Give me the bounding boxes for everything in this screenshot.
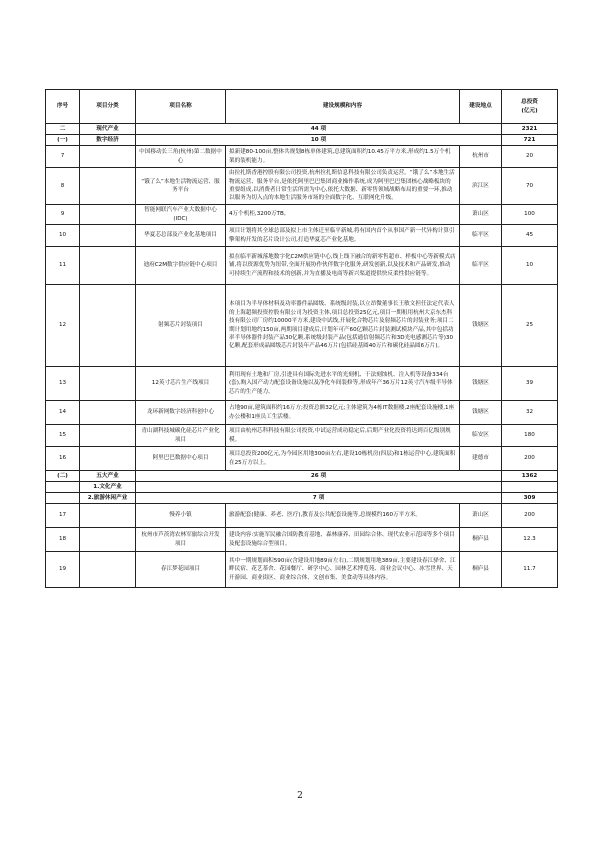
table-row [46,247,558,285]
row-category [80,447,136,471]
empty-cell [46,493,80,504]
table-row [46,168,558,205]
row-location: 桐庐县 [460,528,502,552]
row-content: 利用现有土地和厂房,引进具有国际先进水平的光刻机、干法刻蚀机、注入机等设备334台(套),购入国产动力配套设备设施以及净化车间装修等,形成年产36万片12英寸汽车级半导体芯片的生产能力。 [226,367,460,401]
row-invest: 70 [502,168,558,205]
row-category [80,168,136,205]
row-content: 项目由杭州芯科科技有限公司投资,中试运营成功稳定后,后期产业化投资将达到百亿级别规模。 [226,425,460,447]
row-category [80,247,136,285]
row-category [80,146,136,168]
row-seq: 8 [46,168,80,205]
section-invest: 2321 [502,124,558,135]
row-content: 本项目为半导体材料及功率器件晶圆级、系统级封装,以立昂微董事长王敏文担任法定代表人的上海超频投资控股有限公司为投资主体,项目总投资25亿元,项目一期租用杭州大京东杰科技有限公司厂房约10000平方米,建设中试线,开展化合物芯片及射频芯片的封装业务;项目二期计划用地约150亩,两期项目建成后,计划年可产60亿颗芯片封装测试模块产品,其中包括功率半导体器件封装产品30亿颗,系统级封装产品(包括通信射频芯片和3D光电感测芯片等)30亿颗,配套形成晶圆级芯片封装年产品46万片(包括硅基圆40万片和碳化硅晶圆6万片)。 [226,285,460,367]
row-category [80,425,136,447]
table-row [46,447,558,471]
row-content: 拟在临平新城落地数字化C2M供应链中心,线上线下融合的新零售超市、样板中心等新模式店铺,将以资源优势为纽带,全面开展协作伙伴数字化服务,研发创新,以及技术和产品研发,推动可持续生产流程和技术的创新,并为直播及电商等新兴渠道提供快反柔性供应链等。 [226,247,460,285]
row-invest: 11.7 [502,552,558,588]
row-name: 青山湖科技城碳化硅芯片产业化项目 [136,425,226,447]
row-seq: 15 [46,425,80,447]
page-number: 2 [297,791,303,801]
section-invest: 1362 [502,471,558,482]
row-invest: 32 [502,401,558,425]
section-category: 现代产业 [80,124,136,135]
section-seq: (一) [46,135,80,146]
row-category [80,504,136,528]
header-invest [502,90,558,124]
row-location: 钱塘区 [460,401,502,425]
row-invest: 12.3 [502,528,558,552]
row-category [80,367,136,401]
row-name: 智能网联汽车产业大数据中心(IDC) [136,205,226,225]
row-category [80,225,136,247]
row-content: 旅游配套(健康、养老、医疗),教育及公共配套设施等,总规模约160万平方米。 [226,504,460,528]
section-count: 7 项 [136,493,502,504]
row-seq: 11 [46,247,80,285]
section-count: 10 项 [136,135,502,146]
table-row [46,528,558,552]
row-name: “饿了么”本地生活物流运营、服务平台 [136,168,226,205]
row-content: 由拉扎斯香港控股有限公司投资,杭州拉扎斯信息科技有限公司负责运营。“饿了么”本地生活物流运营、服务平台,是依托阿里巴巴集团商业操作系统,成为阿里巴巴集团核心战略板块的重要组成,以消费者日常生活所需为中心,依托大数据、新零售领域战略布局的重要一环,推动以服务为切入点的本地生活服务市场的全面数字化、互联网化升级。 [226,168,460,205]
section-row-culture [46,482,558,493]
table-row [46,146,558,168]
section-category: 数字经济 [80,135,136,146]
row-location: 滨江区 [460,168,502,205]
section-seq: (二) [46,471,80,482]
header-seq: 序号 [46,90,80,124]
header-invest-line2: (亿元) [521,107,538,114]
section-row-digital [46,135,558,146]
row-content: 项目总投资200亿元,为今园区用地300亩左右,建设10栋机房(四层)和1栋运营中心,建筑面积在25万方以上。 [226,447,460,471]
section-category: 五大产业 [80,471,136,482]
row-content: 4万个机柜,3200万TB。 [226,205,460,225]
section-row-five [46,471,558,482]
row-content: 项目计划将其全球总部及拟上市主体迁至临平新城,将有国内首个从事国产新一代异构计算引擎架构开发的芯片设计公司,打造华夏芯产业化基地。 [226,225,460,247]
row-name: 春江梦花园项目 [136,552,226,588]
row-content: 拟新建80-100亩,整体共规划8栋单体建筑,总建筑面积约10.45万平方米,形成约1.5万个机架的装机能力。 [226,146,460,168]
row-name: 龙环新网数字经济科创中心 [136,401,226,425]
row-invest: 180 [502,425,558,447]
row-invest: 10 [502,247,558,285]
row-location: 萧山区 [460,205,502,225]
section-count: 26 项 [136,471,502,482]
row-content: 其中一期规划面积590亩(含建设用地89亩左右),二期规划用地389亩,主要建设春江驿舍、江畔民宿、花艺茶舍、花园餐厅、研学中心、园林艺术博览苑、商业会议中心、冰雪世界、天开游园、商业街区、商业综合体、文创市集、美食动等具体内容。 [226,552,460,588]
row-location: 桐庐县 [460,552,502,588]
row-location: 杭州市 [460,146,502,168]
row-seq: 18 [46,528,80,552]
row-name: 中国移动长三角(杭州)第二数据中心 [136,146,226,168]
row-invest: 25 [502,285,558,367]
section-invest: 309 [502,493,558,504]
row-location: 临平区 [460,247,502,285]
row-content: 占地90亩,建筑面积约16万方;投资总额32亿元;主体建筑为4栋IT数据楼,2座配套设施楼,1座办公楼和1座员工生活楼。 [226,401,460,425]
row-invest: 200 [502,447,558,471]
table-row [46,205,558,225]
header-category: 项目分类 [80,90,136,124]
section-row-tourism [46,493,558,504]
section-category: 1.文化产业 [80,482,136,493]
empty-cell [136,482,502,493]
row-category [80,285,136,367]
row-category [80,401,136,425]
section-invest: 721 [502,135,558,146]
row-seq: 19 [46,552,80,588]
row-location: 萧山区 [460,504,502,528]
header-location: 建设地点 [460,90,502,124]
table-row [46,504,558,528]
row-seq: 12 [46,285,80,367]
row-name: 12英寸芯片生产线项目 [136,367,226,401]
row-invest: 200 [502,504,558,528]
row-name: 华夏芯总部及产业化基地项目 [136,225,226,247]
row-seq: 14 [46,401,80,425]
row-category [80,552,136,588]
row-name: 迪府C2M数字供应链中心项目 [136,247,226,285]
row-seq: 13 [46,367,80,401]
empty-cell [502,482,558,493]
section-row-modern [46,124,558,135]
table-row [46,552,558,588]
row-seq: 10 [46,225,80,247]
row-location: 建德市 [460,447,502,471]
row-seq: 9 [46,205,80,225]
row-name: 慢养小镇 [136,504,226,528]
table-row [46,285,558,367]
header-row [46,90,558,124]
row-invest: 20 [502,146,558,168]
section-seq: 二 [46,124,80,135]
section-count: 44 项 [136,124,502,135]
row-invest: 100 [502,205,558,225]
row-location: 临安区 [460,425,502,447]
row-seq: 16 [46,447,80,471]
table-row [46,425,558,447]
row-category [80,528,136,552]
table-row [46,367,558,401]
row-seq: 7 [46,146,80,168]
row-name: 射频芯片封装项目 [136,285,226,367]
row-invest: 39 [502,367,558,401]
table-row [46,401,558,425]
header-content: 建设规模和内容 [226,90,460,124]
header-name: 项目名称 [136,90,226,124]
row-content: 建设内容:实施军民融合国防教育基地、森林康养、田园综合体、现代农业示范园等多个项目及配套设施综合型项目。 [226,528,460,552]
row-location: 临平区 [460,225,502,247]
row-location: 钱塘区 [460,285,502,367]
row-location: 钱塘区 [460,367,502,401]
empty-cell [46,482,80,493]
header-invest-line1: 总投资 [521,99,538,106]
project-table [45,89,558,588]
row-invest: 45 [502,225,558,247]
section-category: 2.旅游休闲产业 [80,493,136,504]
table-row [46,225,558,247]
row-seq: 17 [46,504,80,528]
row-category [80,205,136,225]
row-name: 阿里巴巴数据中心项目 [136,447,226,471]
row-name: 杭州市芦茨湾农林军旅综合开发项目 [136,528,226,552]
